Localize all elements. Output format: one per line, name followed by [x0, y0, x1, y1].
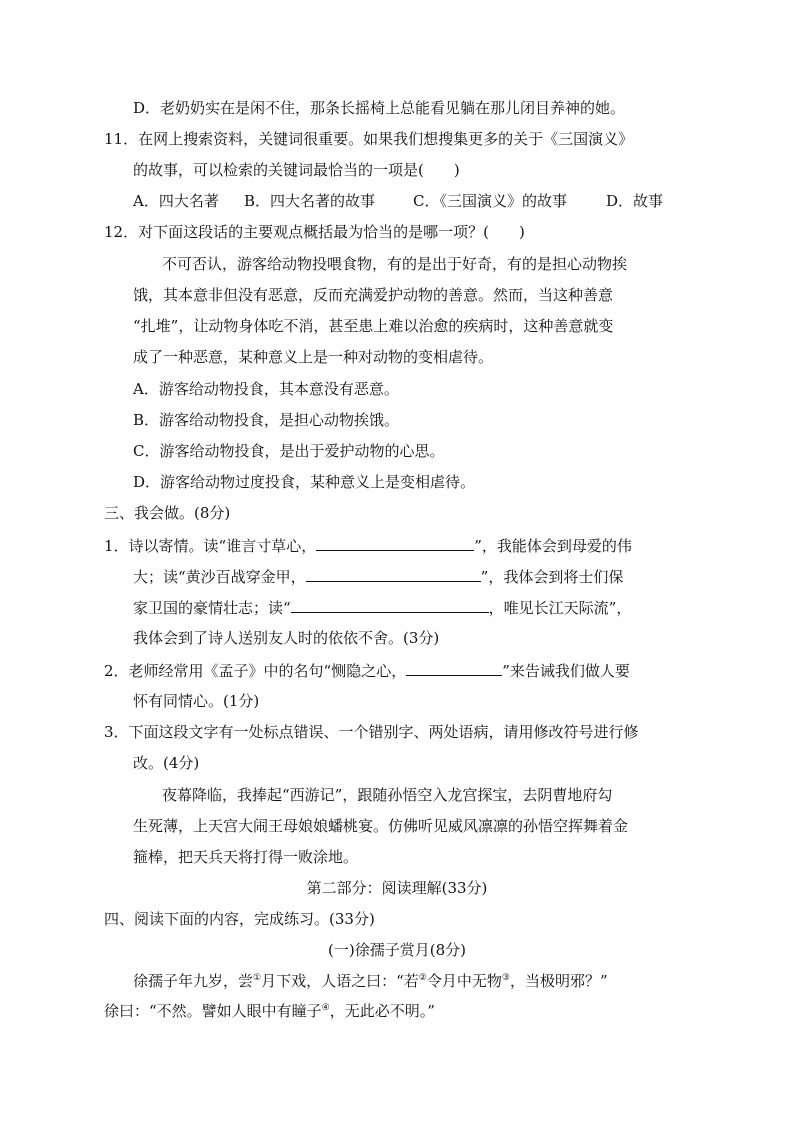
- s3-q1-line2: [133, 565, 623, 588]
- footnote-marker: ④: [321, 1003, 330, 1013]
- q12-option-d: D．游客给动物过度投食，某种意义上是变相虐待。: [133, 473, 476, 491]
- section3-heading: 三、我会做。(8分): [104, 504, 231, 522]
- s3-q2-text: 2．老师经常用《孟子》中的名句“恻隐之心，: [104, 662, 407, 680]
- section4-heading: 四、阅读下面的内容，完成练习。(33分): [104, 910, 375, 928]
- s3-q3-passage-line: 夜幕降临，我捧起“西游记”，跟随孙悟空入龙宫探宝，去阴曹地府勾: [162, 786, 613, 804]
- q12-option-b: B．游客给动物投食，是担心动物挨饿。: [133, 411, 400, 429]
- q12-passage-line: “扎堆”，让动物身体吃不消，甚至患上难以治愈的疾病时，这种善意就变: [133, 317, 614, 335]
- q11-stem-line2: 的故事，可以检索的关键词最恰当的一项是( ): [133, 161, 460, 179]
- s3-q1-text: 家卫国的豪情壮志；读“: [133, 599, 291, 617]
- q11-option-a: A．四大名著: [133, 192, 219, 210]
- s3-q3-passage-line: 生死薄，上天宫大闹王母娘娘蟠桃宴。仿佛听见威风凛凛的孙悟空挥舞着金: [133, 817, 629, 835]
- answer-blank[interactable]: [306, 565, 481, 582]
- s3-q2-text: ”来告诫我们做人要: [502, 662, 630, 680]
- q11-option-b: B．四大名著的故事: [244, 192, 376, 210]
- classical-text-line1: [133, 970, 608, 992]
- footnote-marker: ③: [501, 973, 510, 983]
- s3-q1-text: ”，我体会到将士们保: [480, 568, 624, 586]
- classical-text-line2: [104, 1000, 435, 1022]
- answer-blank[interactable]: [316, 534, 474, 551]
- classical-text: 徐曰：“不然。譬如人眼中有瞳子: [104, 1002, 322, 1020]
- q11-option-d: D．故事: [606, 192, 664, 210]
- q12-option-c: C．游客给动物投食，是出于爱护动物的心思。: [133, 442, 445, 460]
- s3-q2-line2: 怀有同情心。(1分): [133, 692, 260, 710]
- s3-q1-line1: [104, 534, 632, 557]
- classical-text: 徐孺子年九岁，尝: [133, 972, 254, 990]
- s3-q1-text: ”，我能体会到母爱的伟: [474, 537, 632, 555]
- reading-subtitle: (一)徐孺子赏月(8分): [328, 941, 466, 959]
- q12-passage-line: 不可否认，游客给动物投喂食物，有的是出于好奇，有的是担心动物挨: [162, 255, 628, 273]
- s3-q1-text: 1．诗以寄情。读“谁言寸草心，: [104, 537, 317, 555]
- s3-q3-line2: 改。(4分): [133, 754, 200, 772]
- q10-option-d: D．老奶奶实在是闲不住，那条长摇椅上总能看见躺在那儿闭目养神的她。: [133, 99, 626, 117]
- s3-q1-line4: 我体会到了诗人送别友人时的依依不舍。(3分): [133, 629, 440, 647]
- footnote-marker: ①: [253, 973, 262, 983]
- classical-text: ，无此必不明。”: [329, 1002, 435, 1020]
- q12-passage-line: 成了一种恶意，某种意义上是一种对动物的变相虐待。: [133, 348, 494, 366]
- q12-passage-line: 饿，其本意非但没有恶意，反而充满爱护动物的善意。然而，当这种善意: [133, 286, 614, 304]
- part2-title: 第二部分：阅读理解(33分): [306, 879, 488, 897]
- q12-option-a: A．游客给动物投食，其本意没有恶意。: [133, 380, 399, 398]
- s3-q3-passage-line: 箍棒，把天兵天将打得一败涂地。: [133, 848, 359, 866]
- s3-q1-text: 大；读“黄沙百战穿金甲，: [133, 568, 306, 586]
- s3-q3-line1: 3．下面这段文字有一处标点错误、一个错别字、两处语病，请用修改符号进行修: [104, 723, 639, 741]
- s3-q1-text: ，唯见长江天际流”，: [488, 599, 632, 617]
- footnote-marker: ②: [418, 973, 427, 983]
- q12-stem: 12．对下面这段话的主要观点概括最为恰当的是哪一项？( ): [104, 223, 525, 241]
- answer-blank[interactable]: [291, 596, 489, 613]
- q11-stem-line1: 11．在网上搜索资料，关键词很重要。如果我们想搜集更多的关于《三国演义》: [104, 130, 634, 148]
- s3-q1-line3: [133, 596, 631, 619]
- classical-text: 月下戏，人语之曰：“若: [261, 972, 419, 990]
- answer-blank[interactable]: [406, 659, 502, 676]
- classical-text: ，当极明邪？”: [509, 972, 608, 990]
- q11-option-c: C．《三国演义》的故事: [413, 192, 567, 210]
- classical-text: 令月中无物: [426, 972, 502, 990]
- s3-q2-line1: [104, 659, 630, 682]
